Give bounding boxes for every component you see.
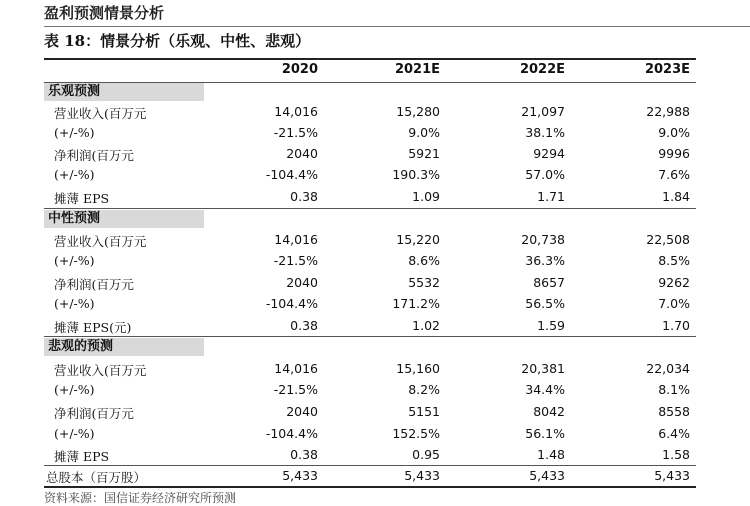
row-label: (+/-%) xyxy=(54,426,95,441)
row-label: (+/-%) xyxy=(54,296,95,311)
cell: -21.5% xyxy=(273,382,318,397)
cell: -104.4% xyxy=(265,167,318,182)
cell: 0.38 xyxy=(290,189,318,204)
cell: 8.5% xyxy=(658,253,690,268)
cell: 6.4% xyxy=(658,426,690,441)
row-label: 净利润(百万元 xyxy=(54,148,134,163)
cell: 1.48 xyxy=(537,447,565,462)
cell: 14,016 xyxy=(274,361,318,376)
section-label: 中性预测 xyxy=(44,210,204,228)
cell: 5,433 xyxy=(654,468,690,483)
row-label: (+/-%) xyxy=(54,167,95,182)
column-header: 2020 xyxy=(281,62,318,77)
cell: 0.38 xyxy=(290,447,318,462)
cell: 56.1% xyxy=(525,426,565,441)
cell: 8.1% xyxy=(658,382,690,397)
cell: 9262 xyxy=(658,275,690,290)
row-label: 摊薄 EPS xyxy=(54,449,110,464)
cell: 2040 xyxy=(286,275,318,290)
table-row xyxy=(44,404,696,424)
source-note: 资料来源：国信证券经济研究所预测 xyxy=(44,491,237,505)
cell: 1.59 xyxy=(537,318,565,333)
cell: 14,016 xyxy=(274,104,318,119)
table-bottom-rule xyxy=(44,486,696,488)
cell: 1.02 xyxy=(412,318,440,333)
row-label: 摊薄 EPS xyxy=(54,191,110,206)
cell: 20,381 xyxy=(521,361,565,376)
cell: 15,280 xyxy=(396,104,440,119)
row-label: (+/-%) xyxy=(54,125,95,140)
cell: 22,508 xyxy=(646,232,690,247)
table-title: 表 18：情景分析（乐观、中性、悲观） xyxy=(44,32,311,50)
cell: 57.0% xyxy=(525,167,565,182)
cell: 8657 xyxy=(533,275,565,290)
cell: 9996 xyxy=(658,146,690,161)
cell: 9294 xyxy=(533,146,565,161)
cell: 8.6% xyxy=(408,253,440,268)
cell: 190.3% xyxy=(392,167,440,182)
cell: 15,220 xyxy=(396,232,440,247)
cell: 5921 xyxy=(408,146,440,161)
table-row xyxy=(44,447,696,467)
cell: 171.2% xyxy=(392,296,440,311)
table-row xyxy=(44,361,696,381)
section-label: 悲观的预测 xyxy=(44,338,204,356)
table-row xyxy=(44,189,696,209)
table-row xyxy=(44,253,696,273)
cell: 21,097 xyxy=(521,104,565,119)
cell: 7.0% xyxy=(658,296,690,311)
page-heading: 盈利预测情景分析 xyxy=(44,2,750,27)
cell: 5,433 xyxy=(529,468,565,483)
cell: 1.84 xyxy=(662,189,690,204)
cell: 20,738 xyxy=(521,232,565,247)
table-row xyxy=(44,104,696,124)
total-row xyxy=(44,468,696,488)
section-rule xyxy=(44,336,696,337)
cell: 2040 xyxy=(286,404,318,419)
row-label: (+/-%) xyxy=(54,253,95,268)
cell: 5,433 xyxy=(404,468,440,483)
cell: 0.95 xyxy=(412,447,440,462)
table-row xyxy=(44,382,696,402)
cell: -104.4% xyxy=(265,296,318,311)
cell: 152.5% xyxy=(392,426,440,441)
cell: 34.4% xyxy=(525,382,565,397)
cell: -104.4% xyxy=(265,426,318,441)
cell: 8042 xyxy=(533,404,565,419)
table-row xyxy=(44,275,696,295)
cell: 1.09 xyxy=(412,189,440,204)
column-header: 2021E xyxy=(394,62,440,77)
cell: 9.0% xyxy=(658,125,690,140)
table-row xyxy=(44,125,696,145)
cell: 8.2% xyxy=(408,382,440,397)
row-label: 营业收入(百万元 xyxy=(54,363,147,378)
table-row xyxy=(44,318,696,338)
row-label: 净利润(百万元 xyxy=(54,277,134,292)
cell: 7.6% xyxy=(658,167,690,182)
cell: -21.5% xyxy=(273,125,318,140)
cell: 5,433 xyxy=(282,468,318,483)
row-label: 总股本（百万股） xyxy=(46,470,147,485)
section-label: 乐观预测 xyxy=(44,83,204,101)
cell: 2040 xyxy=(286,146,318,161)
cell: 5532 xyxy=(408,275,440,290)
table-header-row xyxy=(44,62,696,82)
cell: 9.0% xyxy=(408,125,440,140)
cell: 5151 xyxy=(408,404,440,419)
cell: 1.70 xyxy=(662,318,690,333)
cell: 1.58 xyxy=(662,447,690,462)
table-row xyxy=(44,426,696,446)
cell: 36.3% xyxy=(525,253,565,268)
cell: 1.71 xyxy=(537,189,565,204)
row-label: 营业收入(百万元 xyxy=(54,106,147,121)
cell: 14,016 xyxy=(274,232,318,247)
cell: 8558 xyxy=(658,404,690,419)
table-row xyxy=(44,167,696,187)
column-header: 2023E xyxy=(644,62,690,77)
total-rule xyxy=(44,465,696,466)
row-label: 净利润(百万元 xyxy=(54,406,134,421)
table-top-rule xyxy=(44,58,696,60)
section-rule xyxy=(44,208,696,209)
cell: 0.38 xyxy=(290,318,318,333)
table-row xyxy=(44,296,696,316)
row-label: 营业收入(百万元 xyxy=(54,234,147,249)
cell: 22,034 xyxy=(646,361,690,376)
cell: -21.5% xyxy=(273,253,318,268)
cell: 15,160 xyxy=(396,361,440,376)
table-row xyxy=(44,146,696,166)
cell: 22,988 xyxy=(646,104,690,119)
row-label: (+/-%) xyxy=(54,382,95,397)
table-row xyxy=(44,232,696,252)
column-header: 2022E xyxy=(519,62,565,77)
cell: 56.5% xyxy=(525,296,565,311)
row-label: 摊薄 EPS(元) xyxy=(54,320,132,335)
cell: 38.1% xyxy=(525,125,565,140)
